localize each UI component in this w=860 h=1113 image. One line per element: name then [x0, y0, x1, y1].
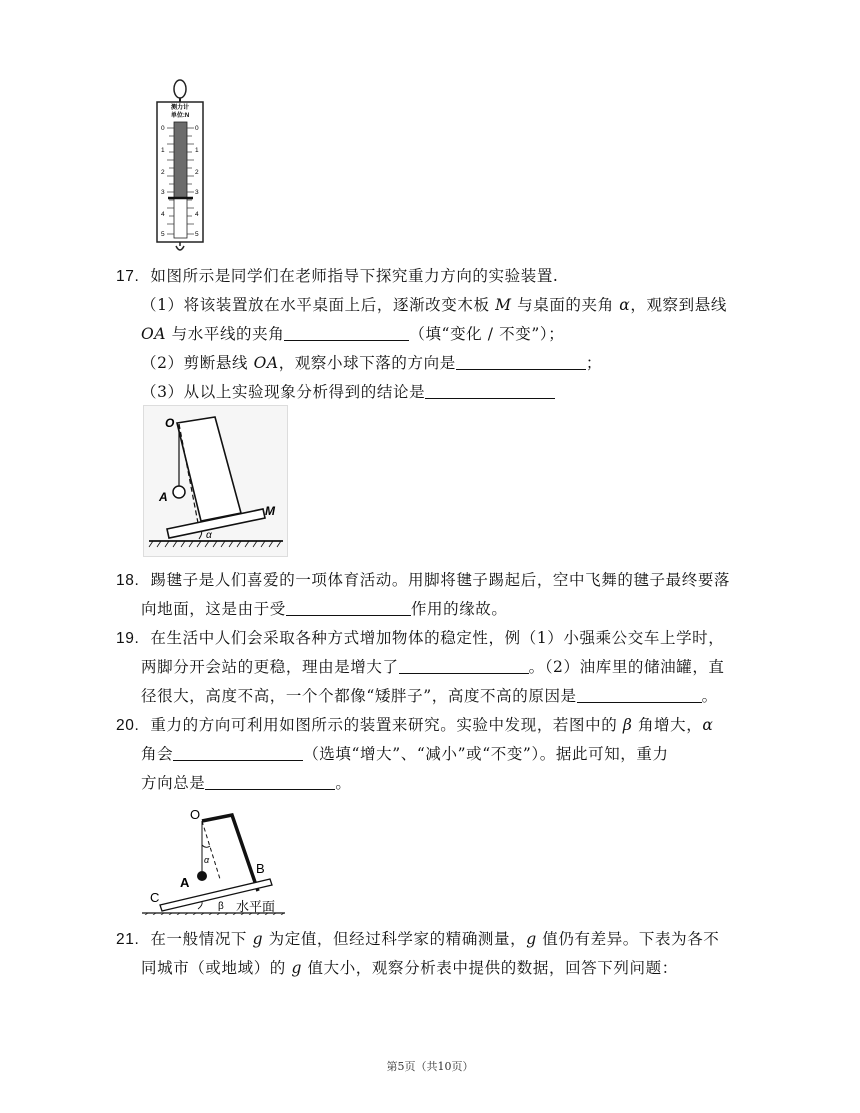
scale-tick-4-left: 4 [161, 211, 165, 218]
q17-answer-blank-2[interactable] [456, 353, 586, 370]
q17-fig-label-M: M [265, 504, 275, 518]
scale-tick-0-right: 0 [195, 125, 199, 132]
q19-answer-blank-2[interactable] [577, 686, 702, 703]
q21-text-1c: 值仍有差异。下表为各不 [542, 930, 720, 948]
q17-var-OA: OA [141, 325, 167, 343]
scale-tick-2-left: 2 [161, 169, 165, 176]
q17-gravity-apparatus-figure [143, 405, 288, 557]
q19-text-3a: 径很大，高度不高，一个个都像“矮胖子”，高度不高的原因是 [141, 687, 577, 705]
q17-part1-line2 [141, 324, 564, 344]
page-footer: 第5页（共10页） [386, 1060, 474, 1073]
q17-p1-text-d: 与水平线的夹角 [171, 325, 285, 343]
q17-answer-blank-3[interactable] [425, 382, 555, 399]
scale-tick-1-right: 1 [195, 147, 199, 154]
q20-fig-label-B: B [256, 861, 265, 876]
q17-fig-label-A: A [159, 490, 168, 504]
q18-number: 18. [116, 572, 140, 589]
q20-answer-blank-2[interactable] [205, 773, 335, 790]
scale-label-2: 单位:N [170, 113, 190, 119]
scale-tick-5-left: 5 [161, 231, 165, 238]
q17-answer-blank-1[interactable] [284, 324, 409, 341]
q21-var-g-2: g [526, 930, 537, 948]
q17-part1-line1 [141, 295, 727, 315]
q20-text-2b: （选填“增大”、“减小”或“不变”）。据此可知，重力 [303, 745, 669, 763]
scale-tick-3-right: 3 [195, 189, 199, 196]
q18-answer-blank[interactable] [286, 599, 411, 616]
q19-line2 [141, 657, 725, 677]
q18-text-2a: 向地面，这是由于受 [141, 600, 286, 618]
q17-p2-text-c: ； [585, 354, 602, 372]
q19-answer-blank-1[interactable] [399, 657, 529, 674]
q17-p1-text-e: （填“变化 / 不变”）； [409, 325, 565, 343]
q19-text-2b: 。（2）油库里的储油罐，直 [528, 658, 725, 676]
q20-gravity-direction-figure [140, 805, 290, 915]
q20-line2 [141, 744, 669, 764]
q19-text-3b: 。 [701, 687, 718, 705]
q19-text-2a: 两脚分开会站的更稳，理由是增大了 [141, 658, 399, 676]
scale-tick-3-left: 3 [161, 189, 165, 196]
q20-fig-label-A: A [180, 875, 190, 890]
q21-number: 21. [116, 931, 140, 948]
q20-text-1b: 角增大， [637, 716, 703, 734]
q18-line1 [116, 570, 730, 591]
q17-fig-label-alpha: α [206, 530, 212, 541]
q20-text-3a: 方向总是 [141, 774, 206, 792]
q20-fig-label-ground: 水平面 [236, 899, 276, 914]
q20-line3 [141, 773, 352, 793]
q17-fig-label-O: O [165, 416, 175, 430]
q17-stem-text: 如图所示是同学们在老师指导下探究重力方向的实验装置. [150, 267, 559, 285]
scale-tick-2-right: 2 [195, 169, 199, 176]
q18-text-1: 踢毽子是人们喜爱的一项体育活动。用脚将毽子踢起后，空中飞舞的毽子最终要落 [150, 571, 731, 589]
q17-p2-text-a: （2）剪断悬线 [141, 354, 249, 372]
q21-var-g-3: g [291, 959, 302, 977]
spring-scale-figure [150, 78, 210, 256]
q17-p2-text-b: ，观察小球下落的方向是 [278, 354, 456, 372]
q21-line1 [116, 929, 719, 950]
q19-line3 [141, 686, 718, 706]
q20-fig-label-alpha: α [204, 855, 210, 865]
q19-text-1: 在生活中人们会采取各种方式增加物体的稳定性，例（1）小强乘公交车上学时， [150, 629, 725, 647]
q20-fig-label-C: C [150, 890, 160, 905]
q20-answer-blank-1[interactable] [173, 744, 303, 761]
q20-text-1a: 重力的方向可利用如图所示的装置来研究。实验中发现，若图中的 [150, 716, 618, 734]
q20-text-3b: 。 [335, 774, 352, 792]
q17-stem [116, 266, 558, 287]
q20-fig-label-beta: β [218, 901, 224, 912]
q21-var-g-1: g [252, 930, 264, 948]
scale-tick-1-left: 1 [161, 147, 165, 154]
scale-tick-5-right: 5 [195, 231, 199, 238]
q20-var-beta: β [622, 716, 633, 734]
q17-p1-text-a: （1）将该装置放在水平桌面上后，逐渐改变木板 [141, 296, 490, 314]
q21-text-2a: 同城市（或地域）的 [141, 959, 286, 977]
q17-p1-text-b: 与桌面的夹角 [517, 296, 614, 314]
scale-label-1: 测力计 [170, 105, 190, 111]
q21-text-1b: 为定值，但经过科学家的精确测量， [268, 930, 527, 948]
q17-var-M: M [495, 296, 512, 314]
q17-p2-var-OA: OA [253, 354, 279, 372]
q17-part3 [141, 382, 555, 402]
q19-line1 [116, 628, 724, 649]
q18-text-2b: 作用的缘故。 [410, 600, 508, 618]
q21-line2 [141, 958, 678, 978]
q18-line2 [141, 599, 508, 619]
q17-part2 [141, 353, 602, 373]
q20-fig-label-O: O [190, 807, 201, 822]
q20-line1 [116, 715, 713, 736]
q20-var-alpha: α [702, 716, 714, 734]
q17-number: 17. [116, 268, 140, 285]
q17-var-alpha: α [619, 296, 631, 314]
q21-text-1a: 在一般情况下 [150, 930, 248, 948]
q17-p1-text-c: ，观察到悬线 [630, 296, 727, 314]
scale-tick-4-right: 4 [195, 211, 199, 218]
q19-number: 19. [116, 630, 140, 647]
q20-text-2a: 角会 [141, 745, 174, 763]
q17-p3-text-a: （3）从以上实验现象分析得到的结论是 [141, 383, 426, 401]
scale-tick-0-left: 0 [161, 125, 165, 132]
q21-text-2b: 值大小，观察分析表中提供的数据，回答下列问题： [307, 959, 678, 977]
q20-number: 20. [116, 717, 140, 734]
